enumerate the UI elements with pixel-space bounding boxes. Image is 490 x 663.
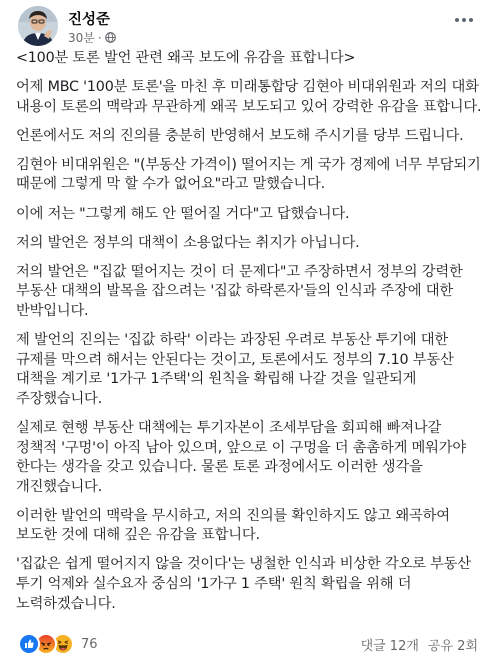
- reaction-count: 76: [81, 636, 98, 652]
- post-paragraph: 저의 발언은 "집값 떨어지는 것이 더 문제다"고 주장하면서 정부의 강력한 부동산 대책의 발목을 잡으려는 '집값 하락론자'들의 인식과 주장에 대한 반박입니다.: [16, 263, 463, 319]
- post-paragraph: 언론에서도 저의 진의를 충분히 반영해서 보도해 주시기를 당부 드립니다.: [16, 127, 464, 144]
- post-body: [16, 49, 482, 624]
- profile-photo: [18, 6, 58, 46]
- post-paragraph: 이에 저는 "그렇게 해도 안 떨어질 거다"고 답했습니다.: [16, 205, 350, 222]
- post-paragraph: 저의 발언은 정부의 대책이 소용없다는 취지가 아닙니다.: [16, 234, 360, 251]
- like-icon: [18, 633, 40, 655]
- post-meta: [68, 29, 116, 46]
- post-time[interactable]: 30분: [68, 31, 95, 45]
- globe-icon[interactable]: [105, 32, 116, 43]
- avatar[interactable]: [18, 6, 58, 46]
- author-name[interactable]: 진성준: [68, 12, 111, 28]
- reactions-summary[interactable]: [18, 633, 98, 655]
- meta-separator: ·: [97, 30, 102, 45]
- post-paragraph: 김현아 비대위원은 "(부동산 가격이) 떨어지는 게 국가 경제에 너무 부담되기 때문에 그렇게 막 할 수가 없어요"라고 말했습니다.: [16, 156, 481, 193]
- share-count-link[interactable]: 공유 2회: [427, 638, 478, 654]
- post-paragraph: 실제로 현행 부동산 대책에는 투기자본이 조세부담을 회피해 빠져나갈 정책적 '구멍'이 아직 남아 있으며, 앞으로 이 구멍을 더 촘촘하게 메워가야 한다는 생각을 갖고 있습니다. 물론 토론 과정에서도 이러한 생각을 개진했습니다.: [16, 419, 466, 495]
- more-options-icon[interactable]: [450, 10, 478, 30]
- post-paragraph: <100분 토론 발언 관련 왜곡 보도에 유감을 표합니다>: [16, 50, 356, 66]
- post-header: [18, 6, 480, 46]
- post-paragraph: '집값은 쉽게 떨어지지 않을 것이다'는 냉철한 인식과 비상한 각오로 부동산 투기 억제와 실수요자 중심의 '1가구 1 주택' 원칙 확립을 위해 더 노력하겠습니다.: [16, 556, 471, 612]
- post-paragraph: 제 발언의 진의는 '집값 하락' 이라는 과장된 우려로 부동산 투기에 대한 규제를 막으려 해서는 안된다는 것이고, 토론에서도 정부의 7.10 부동산 대책을 계기로 '1가구 1주택'의 원칙을 확립해 나갈 것을 일관되게 주장했습니다.: [16, 332, 454, 407]
- post-paragraph: 이러한 발언의 맥락을 무시하고, 저의 진의를 확인하지도 않고 왜곡하여 보도한 것에 대해 깊은 유감을 표합니다.: [16, 507, 450, 544]
- post-footer: [18, 633, 478, 655]
- comment-count-link[interactable]: 댓글 12개: [360, 638, 419, 654]
- engagement-counts: [361, 635, 478, 654]
- post-paragraph: 어제 MBC '100분 토론'을 마친 후 미래통합당 김현아 비대위원과 저의 대화 내용이 토론의 맥락과 무관하게 왜곡 보도되고 있어 강력한 유감을 표합니다.: [16, 79, 482, 115]
